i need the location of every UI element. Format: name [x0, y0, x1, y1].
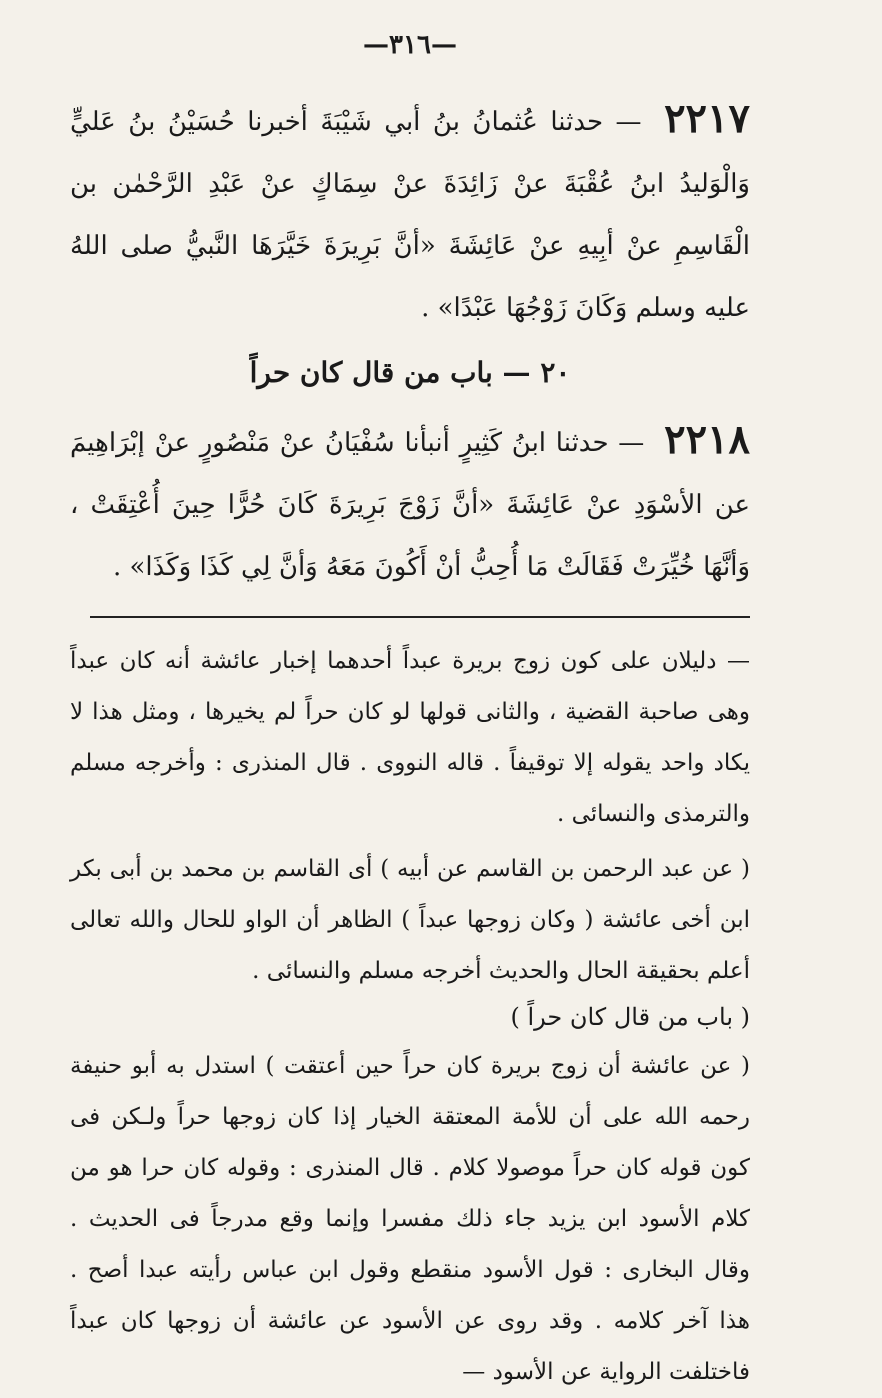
chapter-heading: ٢٠ — باب من قال كان حراً [249, 356, 571, 389]
hadith-text: — حدثنا عُثمانُ بنُ أبي شَيْبَةَ أخبرنا حُسَيْنُ بنُ عَليٍّ وَالْوَليدُ ابنُ عُقْبَةَ عنْ زَائِدَةَ عنْ سِمَاكٍ عنْ عَبْدِ الرَّحْمٰن بن الْقَاسِمِ عنْ أبِيهِ عنْ عَائِشَةَ «أنَّ بَرِيرَةَ خَيَّرَهَا النَّبيُّ صلى اللهُ عليه وسلم وَكَانَ زَوْجُهَا عَبْدًا» . [70, 107, 750, 323]
commentary-paragraph: ( عن عائشة أن زوج بريرة كان حراً حين أعتقت ) استدل به أبو حنيفة رحمه الله على أن للأمة المعتقة الخيار إذا كان زوجها حراً ولـكن فى كون قوله كان حراً موصولا كلام . قال المنذرى : وقوله كان حرا هو من كلام الأسود ابن يزيد جاء ذلك مفسرا وإنما وقع مدرجاً فى الحديث . وقال البخارى : قول الأسود منقطع وقول ابن عباس رأيته عبدا أصح . هذا آخر كلامه . وقد روى عن الأسود عن عائشة أن زوجها كان عبداً فاختلفت الرواية عن الأسود — [70, 1053, 750, 1385]
hadith-number: ٢٢١٨ [664, 416, 751, 463]
book-page [70, 30, 751, 1385]
commentary-chapter-heading: ( باب من قال كان حراً ) [510, 1003, 750, 1031]
hadith-2218 [70, 409, 750, 598]
commentary-paragraph: — دليلان على كون زوج بريرة عبداً أحدهما إخبار عائشة أنه كان عبداً وهى صاحبة القضية ، والثانى قولها لو كان حراً لم يخيرها ، ومثل هذا لا يكاد واحد يقوله إلا توقيفاً . قاله النووى . قال المنذرى : وأخرجه مسلم والترمذى والنسائى . [70, 648, 750, 827]
page-number: —٣١٦— [363, 30, 457, 60]
commentary [70, 636, 750, 1398]
hadith-number: ٢٢١٧ [664, 95, 750, 142]
hadith-2217 [70, 88, 750, 339]
hadith-text: — حدثنا ابنُ كَثِيرٍ أنبأنا سُفْيَانُ عنْ مَنْصُورٍ عنْ إبْرَاهِيمَ عن الأسْوَدِ عنْ عَائِشَةَ «أنَّ زَوْجَ بَرِيرَةَ كَانَ حُرًّا حِينَ أُعْتِقَتْ ، وَأنَّهَا خُيِّرَتْ فَقَالَتْ مَا أُحِبُّ أنْ أَكُونَ مَعَهُ وَأنَّ لِي كَذَا وَكَذَا» . [70, 428, 750, 582]
footnote-divider [90, 616, 750, 618]
commentary-paragraph: ( عن عبد الرحمن بن القاسم عن أبيه ) أى القاسم بن محمد بن أبى بكر ابن أخى عائشة ( وكان زوجها عبداً ) الظاهر أن الواو للحال والله تعالى أعلم بحقيقة الحال والحديث أخرجه مسلم والنسائى . [70, 856, 750, 984]
